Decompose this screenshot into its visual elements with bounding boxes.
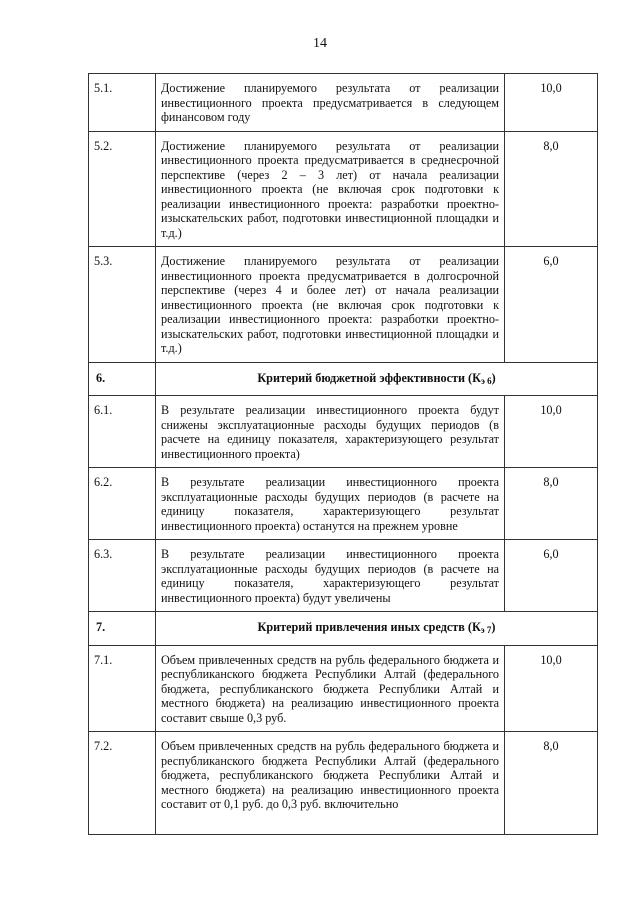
row-description: Достижение планируемого результата от реализации инвестиционного проекта предусматривается в следующем финансовом году bbox=[156, 74, 505, 132]
criteria-table bbox=[88, 73, 598, 835]
table-row bbox=[89, 645, 598, 732]
row-description: В результате реализации инвестиционного проекта эксплуатационные расходы будущих периодов (в расчете на единицу показателя, характеризующего результат инвестиционного проекта) останутся на прежнем уровне bbox=[156, 468, 505, 540]
row-score: 10,0 bbox=[505, 645, 598, 732]
table-row bbox=[89, 540, 598, 612]
section-title-text: Критерий бюджетной эффективности (К bbox=[257, 370, 481, 385]
row-number: 6.2. bbox=[89, 468, 156, 540]
row-score: 10,0 bbox=[505, 396, 598, 468]
row-description: Достижение планируемого результата от реализации инвестиционного проекта предусматривается в долгосрочной перспективе (через 4 и более лет) от начала реализации инвестиционного проекта (не включая срок подготовки к реализации инвестиционного проекта: разработки проектно-изыскательских работ, подготовки инвестиционной площадки и т.д.) bbox=[156, 247, 505, 363]
row-description: Достижение планируемого результата от реализации инвестиционного проекта предусматривается в среднесрочной перспективе (через 2 – 3 лет) от начала реализации инвестиционного проекта (не включая срок подготовки к реализации инвестиционного проекта: разработки проектно-изыскательских работ, подготовки инвестиционной площадки и т.д.) bbox=[156, 131, 505, 247]
row-score: 8,0 bbox=[505, 131, 598, 247]
row-number: 5.3. bbox=[89, 247, 156, 363]
row-score: 8,0 bbox=[505, 732, 598, 835]
table-row bbox=[89, 468, 598, 540]
section-number: 6. bbox=[89, 362, 156, 396]
section-title-subscript: э 7 bbox=[480, 625, 492, 635]
section-header-row bbox=[89, 612, 598, 646]
table-row bbox=[89, 396, 598, 468]
row-score: 10,0 bbox=[505, 74, 598, 132]
section-title bbox=[156, 362, 598, 396]
row-description: Объем привлеченных средств на рубль федерального бюджета и республиканского бюджета Республики Алтай (федерального бюджета, республиканского бюджета Республики Алтай и местного бюджета) на реализацию инвестиционного проекта составит от 0,1 руб. до 0,3 руб. включительно bbox=[156, 732, 505, 835]
table-row bbox=[89, 732, 598, 835]
row-score: 6,0 bbox=[505, 247, 598, 363]
section-title-text: Критерий привлечения иных средств (К bbox=[257, 620, 481, 634]
row-number: 5.2. bbox=[89, 131, 156, 247]
table-row bbox=[89, 74, 598, 132]
table-row bbox=[89, 131, 598, 247]
row-number: 5.1. bbox=[89, 74, 156, 132]
row-score: 6,0 bbox=[505, 540, 598, 612]
page-number: 14 bbox=[313, 36, 327, 51]
section-header-row bbox=[89, 362, 598, 396]
table-row bbox=[89, 247, 598, 363]
row-description: Объем привлеченных средств на рубль федерального бюджета и республиканского бюджета Республики Алтай (федерального бюджета, республиканского бюджета Республики Алтай и местного бюджета) на реализацию инвестиционного проекта составит свыше 0,3 руб. bbox=[156, 645, 505, 732]
section-title-subscript: э 6 bbox=[480, 375, 492, 386]
section-title-close: ) bbox=[491, 620, 496, 634]
row-number: 7.1. bbox=[89, 645, 156, 732]
row-description: В результате реализации инвестиционного проекта будут снижены эксплуатационные расходы будущих периодов (в расчете на единицу показателя, характеризующего результат инвестиционного проекта) bbox=[156, 396, 505, 468]
section-title bbox=[156, 612, 598, 646]
section-title-close: ) bbox=[491, 370, 496, 385]
row-description: В результате реализации инвестиционного проекта эксплуатационные расходы будущих периодов (в расчете на единицу показателя, характеризующего результат инвестиционного проекта) будут увеличены bbox=[156, 540, 505, 612]
row-score: 8,0 bbox=[505, 468, 598, 540]
row-number: 6.3. bbox=[89, 540, 156, 612]
row-number: 6.1. bbox=[89, 396, 156, 468]
row-number: 7.2. bbox=[89, 732, 156, 835]
section-number: 7. bbox=[89, 612, 156, 646]
